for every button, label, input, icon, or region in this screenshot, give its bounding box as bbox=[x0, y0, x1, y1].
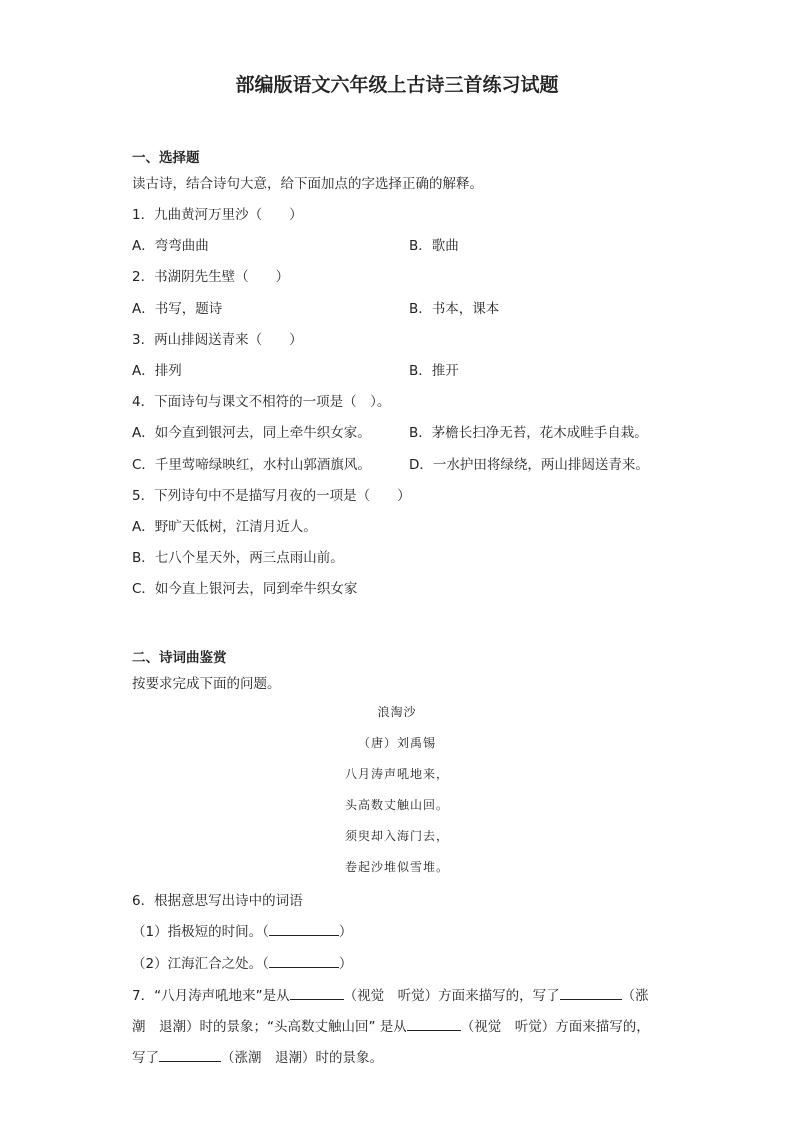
poem-author: （唐）刘禹锡 bbox=[357, 736, 436, 750]
q6-part-2 bbox=[132, 952, 352, 972]
question-3: 3．两山排闼送青来（ ） bbox=[132, 332, 303, 348]
q7-text: 潮 退潮）时的景象；“头高数丈触山回” 是从 bbox=[132, 1019, 407, 1035]
question-4: 4．下面诗句与课文不相符的一项是（ ）。 bbox=[132, 394, 391, 410]
q7-text: （视觉 听觉）方面来描写的， bbox=[460, 1019, 650, 1035]
poem-line-1: 八月涛声吼地来， bbox=[344, 767, 449, 781]
poem-line-3: 须臾却入海门去， bbox=[344, 829, 449, 843]
q4-option-b: B．茅檐长扫净无苔，花木成畦手自栽。 bbox=[409, 425, 648, 441]
answer-blank[interactable] bbox=[269, 923, 339, 936]
poem-title: 浪淘沙 bbox=[377, 705, 417, 719]
question-2: 2．书湖阴先生壁（ ） bbox=[132, 269, 290, 285]
q7-text: （涨潮 退潮）时的景象。 bbox=[221, 1050, 383, 1066]
q1-option-b: B．歌曲 bbox=[409, 238, 459, 254]
question-1: 1．九曲黄河万里沙（ ） bbox=[132, 207, 303, 223]
answer-blank[interactable] bbox=[159, 1049, 221, 1062]
q2-option-a: A．书写，题诗 bbox=[132, 301, 223, 317]
question-5: 5．下列诗句中不是描写月夜的一项是（ ） bbox=[132, 488, 411, 504]
section-heading-poetry: 二、诗词曲鉴赏 bbox=[132, 650, 227, 666]
q2-option-b: B．书本，课本 bbox=[409, 301, 500, 317]
section-heading-choice: 一、选择题 bbox=[132, 150, 200, 166]
q5-option-c: C．如今直上银河去，同到牵牛织女家 bbox=[132, 581, 358, 597]
question-6: 6．根据意思写出诗中的词语 bbox=[132, 893, 303, 909]
q1-option-a: A．弯弯曲曲 bbox=[132, 238, 209, 254]
q7-text: （涨 bbox=[621, 988, 649, 1004]
q6-part-2-text: （2）江海汇合之处。（ bbox=[132, 956, 269, 972]
q4-option-a: A．如今直到银河去，同上牵牛织女家。 bbox=[132, 425, 371, 441]
poem-line-2: 头高数丈触山回。 bbox=[344, 798, 449, 812]
q7-text: 写了 bbox=[132, 1050, 159, 1066]
q3-option-a: A．排列 bbox=[132, 363, 182, 379]
q7-text: 7．“八月涛声吼地来”是从 bbox=[132, 988, 290, 1004]
answer-blank[interactable] bbox=[407, 1018, 461, 1031]
q6-part-1-text: （1）指极短的时间。（ bbox=[132, 924, 269, 940]
question-7-line-3 bbox=[132, 1046, 383, 1066]
q7-text: （视觉 听觉）方面来描写的，写了 bbox=[343, 988, 560, 1004]
answer-blank[interactable] bbox=[560, 987, 622, 1000]
q6-part-1 bbox=[132, 920, 352, 940]
answer-blank[interactable] bbox=[269, 955, 339, 968]
section-instruction-2: 按要求完成下面的问题。 bbox=[132, 676, 281, 692]
question-7-line-2 bbox=[132, 1015, 650, 1035]
page-title: 部编版语文六年级上古诗三首练习试题 bbox=[235, 74, 559, 96]
q4-option-d: D．一水护田将绿绕，两山排闼送青来。 bbox=[409, 457, 649, 473]
answer-blank[interactable] bbox=[290, 987, 344, 1000]
q5-option-b: B．七八个星天外，两三点雨山前。 bbox=[132, 550, 344, 566]
poem-line-4: 卷起沙堆似雪堆。 bbox=[344, 860, 449, 874]
q6-part-2-close: ） bbox=[338, 956, 353, 972]
section-instruction: 读古诗，结合诗句大意，给下面加点的字选择正确的解释。 bbox=[132, 176, 483, 192]
q5-option-a: A．野旷天低树，江清月近人。 bbox=[132, 519, 317, 535]
q6-part-1-close: ） bbox=[338, 924, 353, 940]
q4-option-c: C．千里莺啼绿映红，水村山郭酒旗风。 bbox=[132, 457, 371, 473]
q3-option-b: B．推开 bbox=[409, 363, 459, 379]
question-7-line-1 bbox=[132, 984, 649, 1004]
